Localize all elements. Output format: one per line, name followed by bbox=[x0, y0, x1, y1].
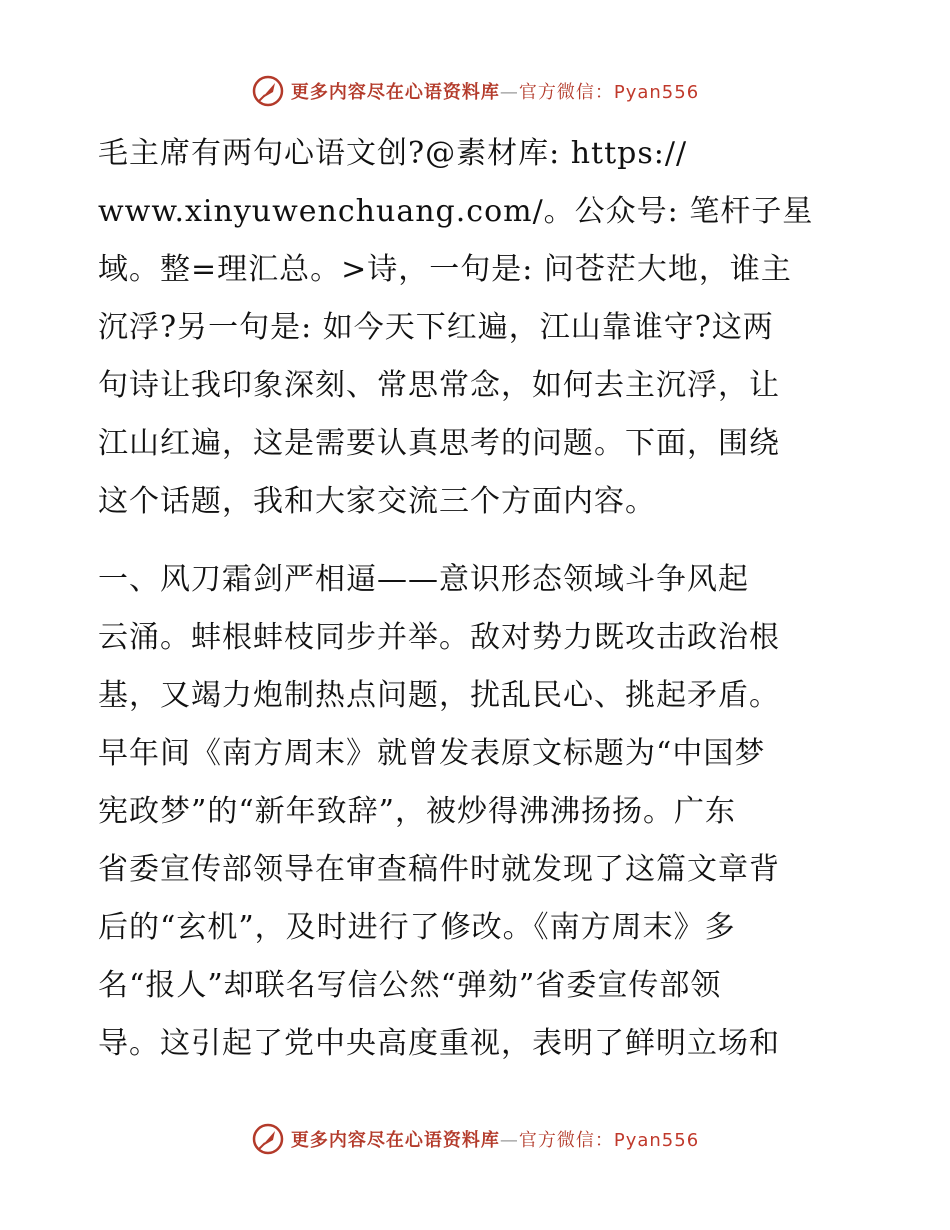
footer-wechat-label: 官方微信： bbox=[518, 1130, 614, 1151]
text-line: 名“报人”却联名写信公然“弹劾”省委宣传部领 bbox=[98, 968, 722, 1003]
quill-logo-icon bbox=[251, 74, 285, 108]
paragraph-1 bbox=[98, 125, 858, 531]
text-line: 沉浮?另一句是: 如今天下红遍，江山靠谁守?这两 bbox=[98, 310, 774, 345]
text-line: 一、风刀霜剑严相逼——意识形态领域斗争风起 bbox=[98, 562, 749, 597]
header-text bbox=[291, 78, 699, 104]
header-wechat-label: 官方微信： bbox=[518, 82, 614, 103]
header-wechat-id: Pyan556 bbox=[613, 82, 700, 103]
text-line: 江山红遍，这是需要认真思考的问题。下面，围绕 bbox=[98, 426, 780, 461]
text-line: 域。整=理汇总。>诗，一句是: 问苍茫大地，谁主 bbox=[98, 252, 792, 287]
header-separator: — bbox=[499, 82, 519, 103]
header-brand: 更多内容尽在心语资料库 bbox=[290, 82, 500, 103]
footer-separator: — bbox=[499, 1130, 519, 1151]
text-line: 宪政梦”的“新年致辞”，被炒得沸沸扬扬。广东 bbox=[98, 794, 737, 829]
text-line: 导。这引起了党中央高度重视，表明了鲜明立场和 bbox=[98, 1026, 780, 1061]
text-line: www.xinyuwenchuang.com/。公众号: 笔杆子星 bbox=[98, 194, 814, 229]
text-line: 毛主席有两句心语文创?@素材库: https:// bbox=[98, 136, 688, 171]
paragraph-2 bbox=[98, 551, 858, 1073]
text-line: 省委宣传部领导在审查稿件时就发现了这篇文章背 bbox=[98, 852, 780, 887]
footer-brand: 更多内容尽在心语资料库 bbox=[290, 1130, 500, 1151]
text-line: 基，又竭力炮制热点问题，扰乱民心、挑起矛盾。 bbox=[98, 678, 780, 713]
quill-logo-icon bbox=[251, 1122, 285, 1156]
footer-wechat-id: Pyan556 bbox=[613, 1130, 700, 1151]
text-line: 句诗让我印象深刻、常思常念，如何去主沉浮，让 bbox=[98, 368, 780, 403]
text-line: 早年间《南方周末》就曾发表原文标题为“中国梦 bbox=[98, 736, 766, 771]
footer-text bbox=[291, 1126, 699, 1152]
document-body bbox=[98, 125, 858, 1073]
text-line: 云涌。蚌根蚌枝同步并举。敌对势力既攻击政治根 bbox=[98, 620, 780, 655]
text-line: 后的“玄机”，及时进行了修改。《南方周末》多 bbox=[98, 910, 736, 945]
text-line: 这个话题，我和大家交流三个方面内容。 bbox=[98, 484, 656, 519]
footer-banner bbox=[0, 1119, 950, 1159]
header-banner bbox=[0, 71, 950, 111]
paragraph-gap bbox=[98, 531, 858, 551]
